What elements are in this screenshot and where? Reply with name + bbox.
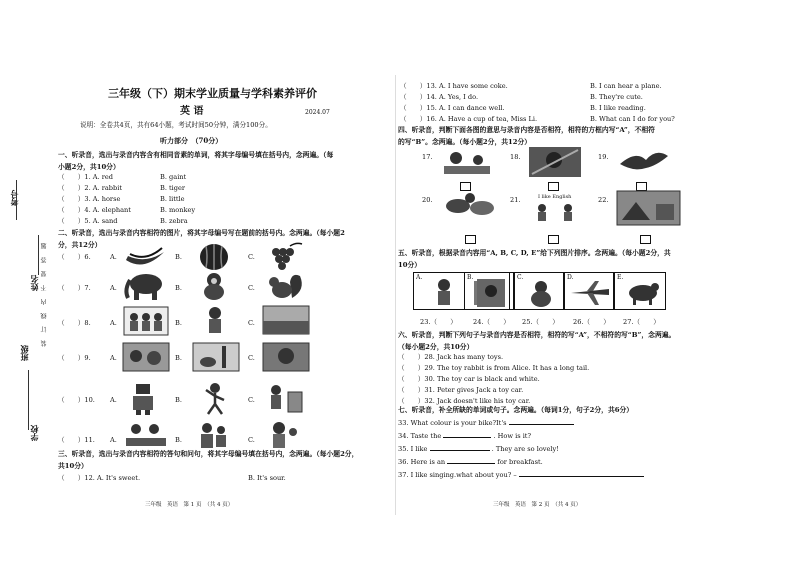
q17-picture [440,148,495,178]
q14: （ ）14. A. Yes, I do. [400,93,479,101]
q35 [398,446,559,454]
q3-b: B. little [160,195,185,203]
q37-text: 37. I like singing.what about you? – [398,471,517,479]
family-image [195,420,240,450]
page-divider [395,75,396,515]
label-banji: 班级 [19,345,29,361]
q11-a-label: A. [110,436,117,444]
q14-b: B. They're cute. [590,93,643,101]
q20-food-picture [440,190,500,222]
q21-picture [528,190,583,222]
q22-answer-box[interactable] [640,235,651,244]
q5: （ ）5. A. sand [58,217,118,225]
children-classroom-image [122,305,170,337]
section-3-title-2: 共10分） [58,462,88,470]
section-1-title-2: 小题2分，共10分） [58,163,120,171]
section-6-title-2: （每小题2分，共10分） [398,343,474,351]
girl-image [200,305,230,337]
q35-text-b: . They are so lovely! [491,445,559,453]
q3: （ ）3. A. horse [58,195,121,203]
robot-image [128,382,158,416]
q9-a-label: A. [110,354,117,362]
q34-blank[interactable] [443,437,491,438]
s5-picture-d [564,272,614,310]
q37 [398,472,644,480]
section-3-title: 三、听录音，选出与录音内容相符的答句和问句，将其字母编号填在括号内，念两遍。（每小题2分， [58,450,359,458]
q34-text-a: 34. Taste the [398,432,442,440]
q26: 26.（ ） [573,318,610,326]
label-kaohao: 考号 [9,190,19,206]
q13-b: B. I can hear a plane. [590,82,662,90]
s5-label-b: B. [467,274,474,281]
q35-text-a: 35. I like [398,445,428,453]
mother-child-image [265,420,305,450]
exam-date: 2024.07 [305,109,330,116]
q4: （ ）4. A. elephant [58,206,131,214]
grapes-image [262,240,307,272]
park-image [262,342,310,372]
q36-blank[interactable] [447,463,495,464]
section-4-title: 四、听录音，判断下面各图的意思与录音内容是否相符，相符的方框内写“A”，不相符 [398,126,655,134]
s5-picture-e [614,272,666,310]
section-2-title: 二、听录音，选出与录音内容相符的图片，将其字母编号写在题前的括号内。念两遍。（每小题2 [58,229,345,237]
q17-num: 17. [422,153,433,161]
kids-eating-image [122,420,170,450]
q11-c-label: C. [248,436,255,444]
q36 [398,459,543,467]
q15: （ ）15. A. I can dance well. [400,104,505,112]
q19-bird-picture [616,146,671,178]
q7: （ ）7. [58,284,91,292]
s5-picture-b-art [473,277,509,309]
q12-b: B. It's sour. [248,474,286,482]
q33 [398,420,574,428]
q2-b: B. tiger [160,184,186,192]
q1-b: B. gaint [160,173,187,181]
s5-picture-c-art [523,277,559,309]
q6-c-label: C. [248,253,255,261]
q8-c-label: C. [248,319,255,327]
q25: 25.（ ） [522,318,559,326]
section-2-title-2: 分，共12分） [58,241,102,249]
monkey-image [192,270,237,302]
q21-children [528,202,583,222]
s5-label-d: D. [567,274,574,281]
q6-b-label: B. [175,253,182,261]
s5-cow-art [621,281,663,307]
squirrel-image [262,270,310,302]
q18-picture [528,146,583,178]
q27: 27.（ ） [623,318,660,326]
q18-num: 18. [510,153,521,161]
q7-a-label: A. [110,284,117,292]
footer-page-2: 三年级 英语 第 2 页 （共 4 页） [493,502,582,508]
q15-b: B. I like reading. [590,104,646,112]
q9: （ ）9. [58,354,91,362]
q8-a-label: A. [110,319,117,327]
banana-image [122,242,167,270]
footer-page-1: 三年级 英语 第 1 页 （共 4 页） [145,502,234,508]
s5-picture-b [464,272,514,310]
q32: （ ）32. Jack doesn't like his toy car. [398,397,531,405]
q22-num: 22. [598,196,609,204]
watermelon-image [198,240,230,272]
q4-b: B. monkey [160,206,196,214]
q16: （ ）16. A. Have a cup of tea, Miss Li. [400,115,538,123]
q21-num: 21. [510,196,521,204]
binding-warning: 装 订 线 内 不 要 答 题 [41,240,48,347]
q9-c-label: C. [248,354,255,362]
q21-sign-text: I like English [538,194,572,200]
q37-blank[interactable] [519,476,644,477]
dancing-figure-image [200,382,230,416]
q9-b-label: B. [175,354,182,362]
beach-scene-image [262,305,310,335]
q22-scene-picture [616,190,681,226]
q35-blank[interactable] [430,450,490,451]
garden-image [122,342,170,372]
q21-answer-box[interactable] [548,235,559,244]
q6-a-label: A. [110,253,117,261]
q36-text-a: 36. Here is an [398,458,446,466]
q8: （ ）8. [58,319,91,327]
q7-b-label: B. [175,284,182,292]
subject-title: 英 语 [180,106,204,117]
listening-part-title: 听力部分 （70分） [160,136,223,145]
s5-label-c: C. [517,274,524,281]
q19-num: 19. [598,153,609,161]
q7-c-label: C. [248,284,255,292]
q8-b-label: B. [175,319,182,327]
elephant-image [122,270,167,302]
s5-plane-art [569,279,611,307]
q33-blank[interactable] [509,424,574,425]
section-1-title: 一、听录音，选出与录音内容含有相同音素的单词，将其字母编号填在括号内，念两遍。（每 [58,151,334,159]
q10-c-label: C. [248,396,255,404]
q10-b-label: B. [175,396,182,404]
s5-picture-c [514,272,564,310]
q12: （ ）12. A. It's sweet. [58,474,141,482]
q30: （ ）30. The toy car is black and white. [398,375,540,383]
q36-text-b: for breakfast. [497,458,543,466]
q20-answer-box[interactable] [465,235,476,244]
exam-title: 三年级（下）期末学业质量与学科素养评价 [108,87,317,100]
q13: （ ）13. A. I have some coke. [400,82,508,90]
q29: （ ）29. The toy rabbit is from Alice. It has a long tail. [398,364,590,372]
section-5-title: 五、听录音，根据录音内容用“A, B, C, D, E”给下列图片排序。念两遍。（每小题2分，共 [398,249,671,257]
q20-num: 20. [422,196,433,204]
q33-text: 33. What colour is your bike?It's [398,419,507,427]
exam-notes: 说明：全卷共4页，共有64小题，考试时间50分钟，满分100分。 [80,121,272,129]
q10-a-label: A. [110,396,117,404]
section-6-title: 六、听录音，判断下列句子与录音内容是否相符，相符的写“A”，不相符的写“B”，念两遍。 [398,331,676,339]
dog-tree-image [192,342,240,372]
section-4-title-2: 的写“B”。念两遍。（每小题2分，共12分） [398,138,532,146]
q23: 23.（ ） [420,318,457,326]
q34 [398,433,531,441]
q5-b: B. zebra [160,217,188,225]
binding-strip [8,180,48,470]
q11-b-label: B. [175,436,182,444]
cleaning-image [262,382,307,416]
s5-label-a: A. [416,274,423,281]
s5-label-e: E. [617,274,624,281]
q31: （ ）31. Peter gives Jack a toy car. [398,386,524,394]
section-7-title: 七、听录音，补全所缺的单词或句子。念两遍。（每词1分，句子2分，共6分） [398,406,634,414]
q6: （ ）6. [58,253,91,261]
q1: （ ）1. A. red [58,173,113,181]
q10: （ ）10. [58,396,95,404]
label-xingming: 姓名 [29,275,39,291]
q28: （ ）28. Jack has many toys. [398,353,504,361]
q34-text-b: . How is it? [493,432,531,440]
q2: （ ）2. A. rabbit [58,184,122,192]
label-xuexiao: 学校 [29,425,39,441]
q11: （ ）11. [58,436,95,444]
q24: 24.（ ） [473,318,510,326]
section-5-title-2: 10分） [398,261,422,269]
q16-b: B. What can I do for you? [590,115,675,123]
